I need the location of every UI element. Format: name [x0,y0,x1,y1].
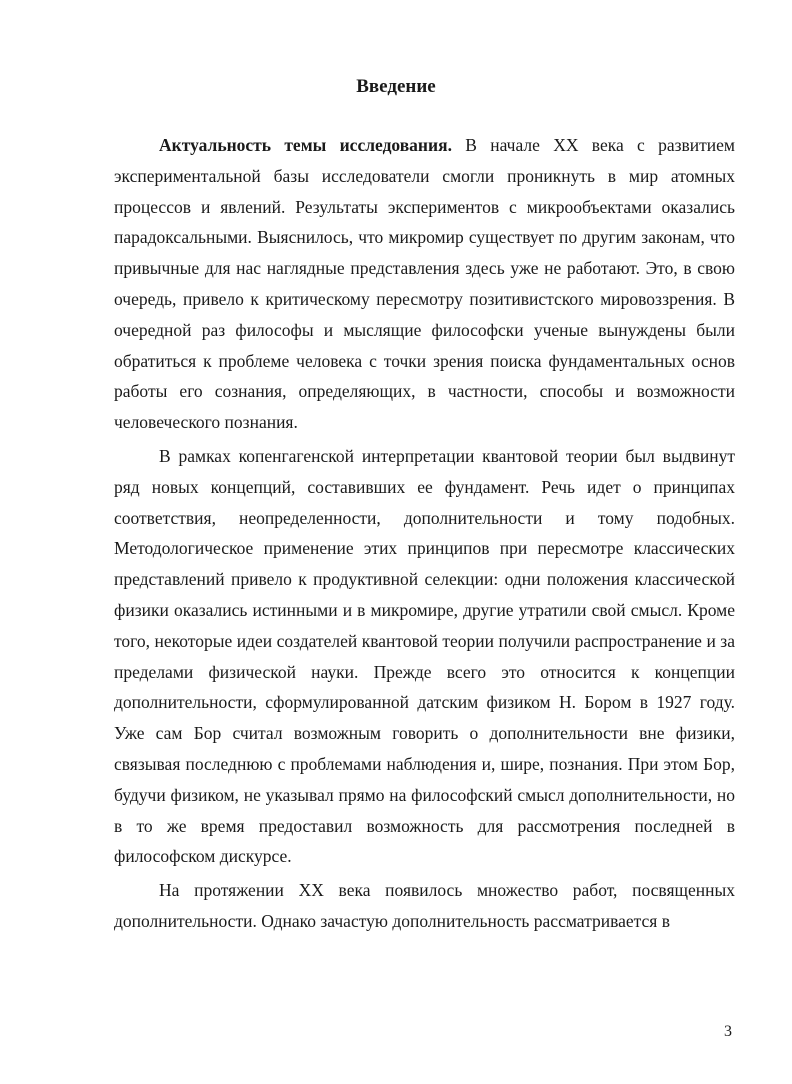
paragraph-lead: Актуальность темы исследования. [159,135,452,155]
paragraph-2: В рамках копенгагенской интерпретации квантовой теории был выдвинут ряд новых концепций, составивших ее фундамент. Речь идет о принципах соответствия, неопределенности, дополнительности и тому подобных. Методологическое применение этих принципов при пересмотре классических представлений привело к продуктивной селекции: одни положения классической физики оказались истинными и в микромире, другие утратили свой смысл. Кроме того, некоторые идеи создателей квантовой теории получили распространение и за пределами физической науки. Прежде всего это относится к концепции дополнительности, сформулированной датским физиком Н. Бором в 1927 году. Уже сам Бор считал возможным говорить о дополнительности вне физики, связывая последнюю с проблемами наблюдения и, шире, познания. При этом Бор, будучи физиком, не указывал прямо на философский смысл дополнительности, но в то же время предоставил возможность для рассмотрения последней в философском дискурсе. [114,445,735,867]
paragraph-1-text: В начале XX века с развитием экспериментальной базы исследователи смогли проникнуть в мир атомных процессов и явлений. Результаты экспериментов с микрообъектами оказались парадоксальными. Выяснилось, что микромир существует по другим законам, что привычные для нас наглядные представления здесь уже не работают. Это, в свою очередь, привело к критическому пересмотру позитивистского мировоззрения. В очередной раз философы и мыслящие философски ученые вынуждены были обратиться к проблеме человека с точки зрения поиска фундаментальных основ работы его сознания, определяющих, в частности, способы и возможности человеческого познания. [114,135,736,433]
paragraph-3: На протяжении XX века появилось множество работ, посвященных дополнительности. Однако зачастую дополнительность рассматривается в [114,880,735,931]
paragraph-1 [114,130,735,438]
page-number: 3 [724,1023,732,1040]
page-title: Введение [356,76,436,97]
body-text [114,130,735,940]
